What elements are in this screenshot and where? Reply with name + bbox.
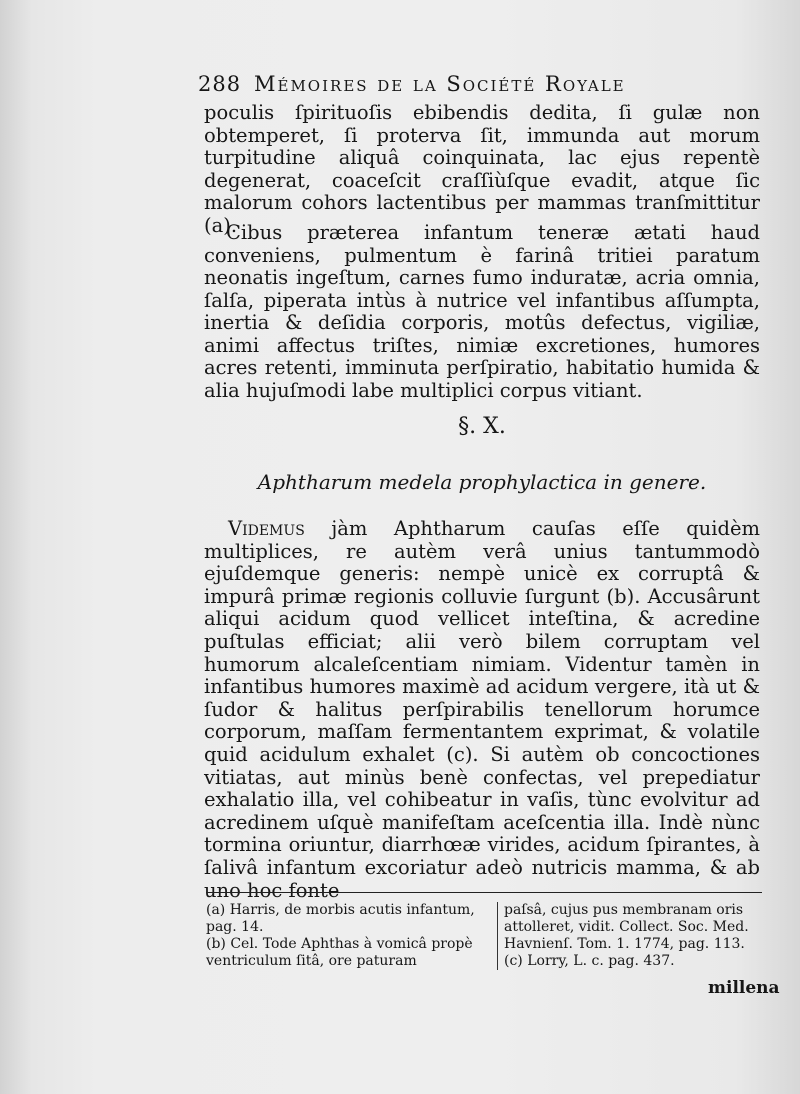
footnote-b-continued: paſsâ, cujus pus membranam oris attolleret, vidit. Collect. Soc. Med. Havnienſ. Tom. 1. 1774, pag. 113.	[504, 902, 749, 952]
section-number: §. X.	[458, 414, 506, 439]
page-number: 288	[198, 72, 242, 96]
footnote-b: (b) Cel. Tode Aphthas à vomicâ propè ventriculum ſitâ, ore paturam	[206, 936, 473, 969]
running-title: Mémoires de la Société Royale	[254, 72, 626, 96]
paragraph-continuation: poculis ſpirituoſis ebibendis dedita, ſi gulæ non obtemperet, ſi proterva ſit, immunda aut morum turpitudine aliquâ coinquinata, lac ejus repentè degenerat, coaceſcit craſſiùſque evadit, atque ſic malorum cohors lactentibus per mammas tranſmittitur (a).	[204, 101, 760, 237]
footnote-a: (a) Harris, de morbis acutis infantum, pag. 14.	[206, 902, 475, 935]
paragraph-diet: Cibus præterea infantum teneræ ætati haud conveniens, pulmentum è farinâ tritiei paratum neonatis ingeſtum, carnes fumo induratæ, acria omnia, ſalſa, piperata intùs à nutrice vel infantibus aſſumpta, inertia & deſidia corporis, motûs defectus, vigiliæ, animi affectus triſtes, nimiæ excretiones, humores acres retenti, imminuta perſpiratio, habitatio humida & alia hujuſmodi labe multiplici corpus vitiant.	[204, 221, 760, 402]
footnote-c: (c) Lorry, L. c. pag. 437.	[504, 953, 675, 969]
catchword: millena	[708, 978, 780, 998]
footnote-rule	[206, 892, 762, 893]
paragraph-causes-text: jàm Aphtharum cauſas eſſe quidèm multiplices, re autèm verâ unius tantummodò ejuſdemque generis: nempè unicè ex corruptâ & impurâ primæ regionis colluvie ſurgunt (b). Accusârunt aliqui acidum quod vellicet inteſtina, & acredine puſtulas efficiat; alii verò bilem corruptam vel humorum alcaleſcentiam nimiam. Videntur tamèn in infantibus humores maximè ad acidum vergere, ità ut & ſudor & halitus perſpirabilis tenellorum horumce corporum, maſſam fermentantem exprimat, & volatile quid acidulum exhalet (c). Si autèm ob concoctiones vitiatas, aut minùs benè confectas, vel prepediatur exhalatio illa, vel cohibeatur in vaſis, tùnc evolvitur ad acredinem uſquè manifeſtam aceſcentia illa. Indè nùnc tormina oriuntur, diarrhœæ virides, acidum ſpirantes, à ſalivâ infantum excoriatur adeò nutricis mamma, & ab uno hoc fonte	[204, 517, 760, 902]
footnotes-left-column	[206, 902, 476, 970]
paragraph-causes	[204, 518, 760, 902]
running-header	[198, 72, 758, 102]
footnotes-right-column	[497, 902, 770, 970]
section-subtitle: Aphtharum medela prophylactica in genere.	[257, 470, 707, 494]
paragraph-lead-word: Videmus	[228, 517, 305, 540]
